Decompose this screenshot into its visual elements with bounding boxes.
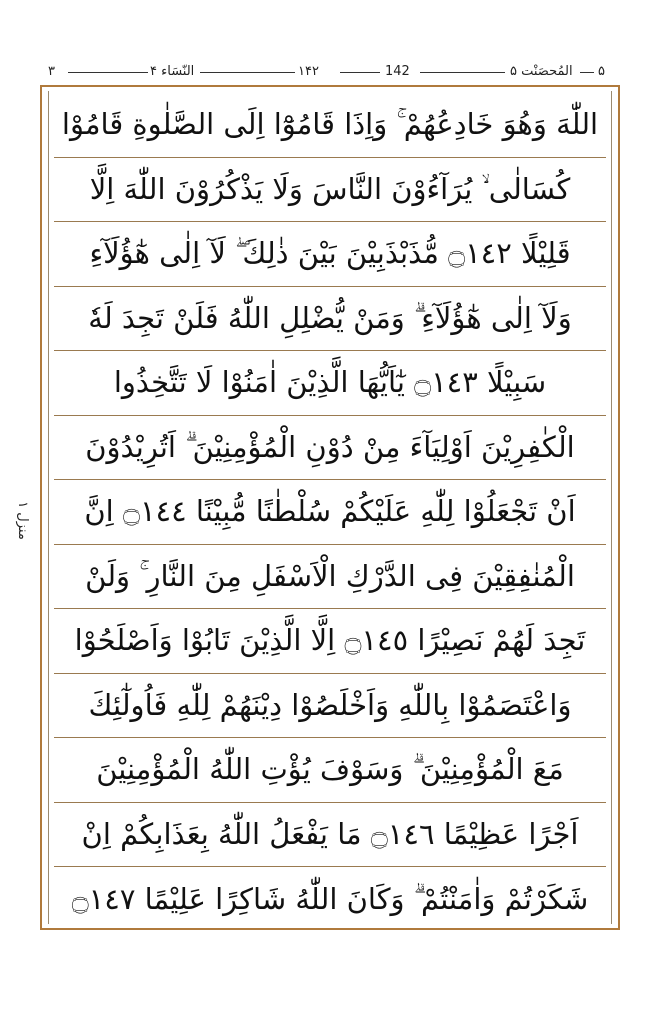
header-rule — [340, 72, 380, 73]
quran-line-8: الْمُنٰفِقِيْنَ فِى الدَّرْكِ الْاَسْفَلِ مِنَ النَّارِ ۚ وَلَنْ — [54, 545, 606, 610]
quran-line-3: قَلِيْلًا ۝١٤٢ مُّذَبْذَبِيْنَ بَيْنَ ذٰلِكَ ۖ لَآ اِلٰى هٰٓؤُلَآءِ — [54, 222, 606, 287]
page-number: 142 — [385, 64, 410, 79]
header-rule — [580, 72, 594, 73]
quran-line-7: اَنْ تَجْعَلُوْا لِلّٰهِ عَلَيْكُمْ سُلْطٰنًا مُّبِيْنًا ۝١٤٤ اِنَّ — [54, 480, 606, 545]
juz-number-right: ۵ — [598, 64, 605, 79]
header-rule — [420, 72, 505, 73]
quran-line-10: وَاعْتَصَمُوْا بِاللّٰهِ وَاَخْلَصُوْا دِيْنَهُمْ لِلّٰهِ فَاُولٰٓئِكَ — [54, 674, 606, 739]
page-header — [40, 62, 620, 82]
header-rule — [68, 72, 148, 73]
quran-line-12: اَجْرًا عَظِيْمًا ۝١٤٦ مَا يَفْعَلُ اللّٰهُ بِعَذَابِكُمْ اِنْ — [54, 803, 606, 868]
quran-line-2: كُسَالٰى ۙ يُرَآءُوْنَ النَّاسَ وَلَا يَذْكُرُوْنَ اللّٰهَ اِلَّا — [54, 158, 606, 223]
quran-line-11: مَعَ الْمُؤْمِنِيْنَ ۗ وَسَوْفَ يُؤْتِ اللّٰهُ الْمُؤْمِنِيْنَ — [54, 738, 606, 803]
juz-number-left: ۳ — [48, 64, 55, 79]
manzil-label-text: منزل ۱ — [14, 500, 30, 540]
quran-line-1: اللّٰهَ وَهُوَ خَادِعُهُمْ ۚ وَاِذَا قَامُوْٓا اِلَى الصَّلٰوةِ قَامُوْا — [54, 93, 606, 158]
header-rule — [200, 72, 295, 73]
page-frame — [40, 85, 620, 930]
quran-line-5: سَبِيْلًا ۝١٤٣ يٰٓاَيُّهَا الَّذِيْنَ اٰمَنُوْا لَا تَتَّخِذُوا — [54, 351, 606, 416]
quran-line-6: الْكٰفِرِيْنَ اَوْلِيَآءَ مِنْ دُوْنِ الْمُؤْمِنِيْنَ ۗ اَتُرِيْدُوْنَ — [54, 416, 606, 481]
juz-name-right: المُحصَنْت ۵ — [510, 64, 573, 79]
page-number-arabic: ۱۴۲ — [298, 64, 319, 79]
manzil-label — [8, 475, 36, 565]
quran-line-13: شَكَرْتُمْ وَاٰمَنْتُمْ ۗ وَكَانَ اللّٰهُ شَاكِرًا عَلِيْمًا ۝١٤٧ — [71, 881, 589, 916]
quran-line-9: تَجِدَ لَهُمْ نَصِيْرًا ۝١٤٥ اِلَّا الَّذِيْنَ تَابُوْا وَاَصْلَحُوْا — [54, 609, 606, 674]
quran-line-4: وَلَآ اِلٰى هٰٓؤُلَآءِ ۗ وَمَنْ يُّضْلِلِ اللّٰهُ فَلَنْ تَجِدَ لَهٗ — [54, 287, 606, 352]
surah-name-left: النّسَاء ۴ — [150, 64, 195, 79]
